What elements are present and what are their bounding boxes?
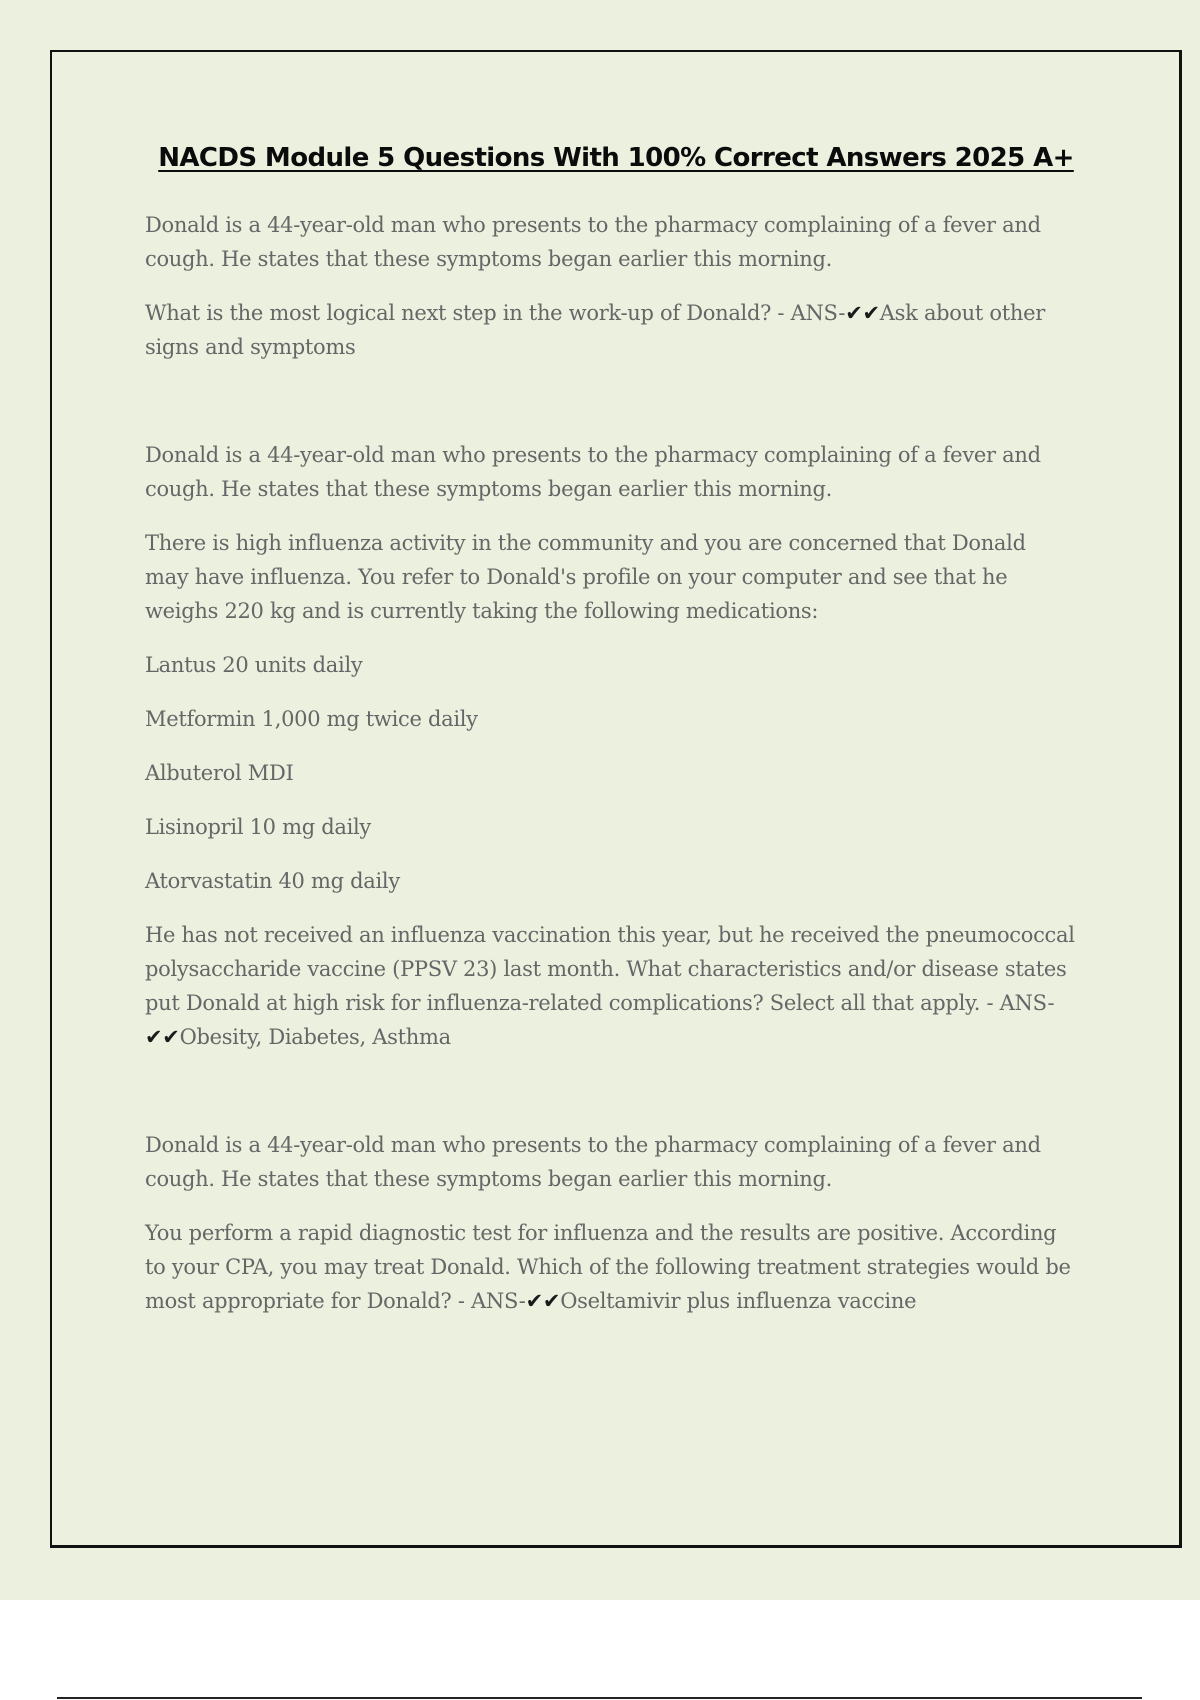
question-3-answer: Oseltamivir plus influenza vaccine [560,1289,917,1313]
medication-item: Albuterol MDI [145,761,294,785]
question-2-context: There is high influenza activity in the community and you are concerned that Donald may have influenza. You refer to Donald's profile on your computer and see that he weighs 220 kg and is currently taking the following medications: [145,531,1026,623]
spacer [145,1074,1075,1128]
question-3-text [145,1216,1075,1318]
question-3-prefix: You perform a rapid diagnostic test for influenza and the results are positive. According to your CPA, you may treat Donald. Which of the following treatment strategies would be most appropriate for Donald? - ANS- [145,1221,1071,1313]
question-2-text [145,918,1075,1054]
question-1-stem: Donald is a 44-year-old man who presents to the pharmacy complaining of a fever and cough. He states that these symptoms began earlier this morning. [145,213,1041,271]
question-1-prefix: What is the most logical next step in the work-up of Donald? - ANS- [145,301,846,325]
question-2-stem: Donald is a 44-year-old man who presents to the pharmacy complaining of a fever and cough. He states that these symptoms began earlier this morning. [145,443,1041,501]
checkmark-icon: ✔✔ [525,1289,561,1313]
question-1-answer: Ask about other signs and symptoms [145,301,1045,359]
medication-item: Lisinopril 10 mg daily [145,815,371,839]
question-2-prefix: He has not received an influenza vaccination this year, but he received the pneumococcal polysaccharide vaccine (PPSV 23) last month. What characteristics and/or disease states put Donald at high risk for influenza-related complications? Select all that apply. - ANS- [145,923,1075,1015]
question-1-text [145,296,1075,364]
question-3-stem: Donald is a 44-year-old man who presents to the pharmacy complaining of a fever and cough. He states that these symptoms began earlier this morning. [145,1133,1041,1191]
footer-divider [57,1697,1142,1699]
checkmark-icon: ✔✔ [845,301,880,325]
question-2-answer: Obesity, Diabetes, Asthma [179,1025,451,1049]
medication-item: Atorvastatin 40 mg daily [145,869,400,893]
checkmark-icon: ✔✔ [145,1025,180,1049]
medication-item: Lantus 20 units daily [145,653,363,677]
medication-item: Metformin 1,000 mg twice daily [145,707,478,731]
document-title: NACDS Module 5 Questions With 100% Correct Answers 2025 A+ [158,143,1074,173]
document-body [145,208,1075,1338]
spacer [145,384,1075,438]
